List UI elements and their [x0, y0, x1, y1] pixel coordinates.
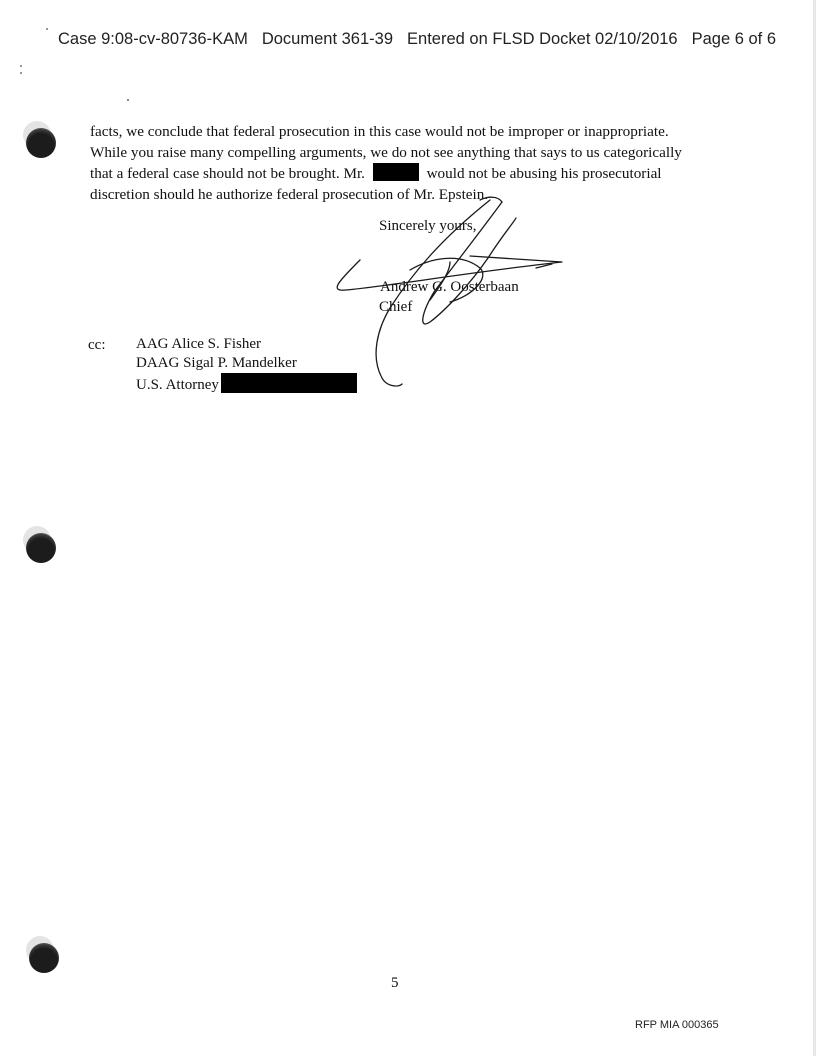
docket-entry: Entered on FLSD Docket 02/10/2016: [407, 30, 678, 48]
cc-recipient-label: U.S. Attorney: [136, 377, 219, 393]
signer-title: Chief: [379, 299, 413, 315]
page-indicator: Page 6 of 6: [691, 30, 777, 48]
letter-closing: Sincerely yours,: [379, 218, 477, 234]
case-header: [58, 30, 776, 49]
hole-punch-mark: [29, 943, 59, 973]
cc-recipient: AAG Alice S. Fisher: [136, 336, 261, 352]
redaction-block: [221, 373, 357, 393]
body-line-part: would not be abusing his prosecutorial: [426, 165, 662, 182]
cc-label: cc:: [88, 337, 106, 353]
scan-speck: [127, 99, 129, 101]
body-line: discretion should he authorize federal prosecution of Mr. Epstein.: [90, 185, 489, 203]
hole-punch-mark: [26, 533, 56, 563]
body-line: While you raise many compelling arguments, we do not see anything that says to us categorically: [90, 143, 682, 161]
redaction-block: [373, 163, 419, 181]
scan-speck: [20, 65, 22, 67]
body-line-part: that a federal case should not be brought. Mr.: [90, 165, 365, 182]
cc-recipients: [136, 335, 357, 395]
page-number: 5: [391, 975, 399, 991]
cc-recipient: [136, 373, 357, 395]
hole-punch-mark: [26, 128, 56, 158]
body-line: facts, we conclude that federal prosecution in this case would not be improper or inappropriate.: [90, 123, 669, 140]
document-number: Document 361-39: [261, 30, 394, 48]
handwritten-signature: [330, 188, 570, 388]
cc-recipient: DAAG Sigal P. Mandelker: [136, 355, 297, 371]
scan-speck: [20, 72, 22, 74]
case-number: Case 9:08-cv-80736-KAM: [58, 30, 248, 48]
body-line: [90, 163, 730, 185]
bates-number: RFP MIA 000365: [635, 1019, 719, 1031]
signer-name: Andrew G. Oosterbaan: [380, 279, 519, 295]
scan-speck: [46, 28, 48, 30]
